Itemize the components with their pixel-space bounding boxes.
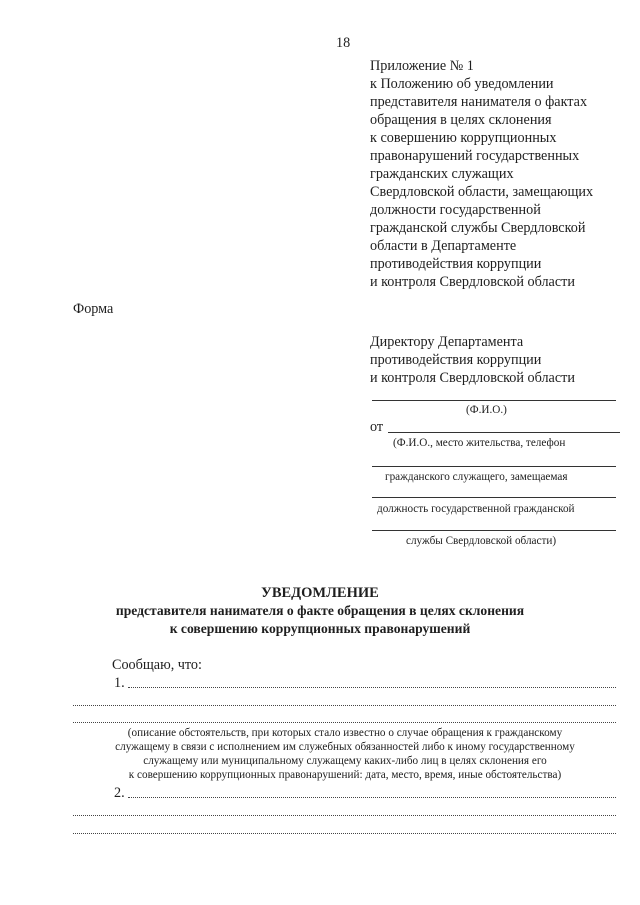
item-number: 2. — [114, 785, 125, 801]
item1-line[interactable] — [128, 687, 616, 688]
appendix-line: Свердловской области, замещающих — [370, 184, 594, 200]
from-label: от — [370, 419, 384, 435]
intro-text: Сообщаю, что: — [112, 657, 202, 673]
item1-line[interactable] — [73, 722, 616, 723]
appendix-line: и контроля Свердловской области — [370, 274, 575, 290]
appendix-line: области в Департаменте — [370, 238, 517, 254]
appendix-line: Приложение № 1 — [370, 58, 474, 74]
fio-caption: (Ф.И.О.) — [466, 404, 507, 416]
appendix-line: обращения в целях склонения — [370, 112, 552, 128]
sender-underline[interactable] — [372, 530, 616, 531]
sender-caption-line: гражданского служащего, замещаемая — [385, 471, 568, 483]
appendix-line: противодействия коррупции — [370, 256, 542, 272]
appendix-line: к Положению об уведомлении — [370, 76, 554, 92]
description-line: служащему в связи с исполнением им служебных обязанностей либо к иному государственному — [115, 741, 575, 753]
appendix-line: представителя нанимателя о фактах — [370, 94, 588, 110]
addressee-line: Директору Департамента — [370, 334, 524, 350]
sender-underline[interactable] — [372, 497, 616, 498]
page-number: 18 — [336, 35, 351, 51]
notice-subtitle: представителя нанимателя о факте обращения в целях склонения — [115, 603, 525, 618]
description-line: к совершению коррупционных правонарушений: дата, место, время, иные обстоятельства) — [128, 769, 562, 781]
sender-caption-line: (Ф.И.О., место жительства, телефон — [393, 437, 566, 449]
sender-caption-line: должность государственной гражданской — [377, 503, 575, 515]
sender-caption-line: службы Свердловской области) — [406, 535, 557, 547]
item2-line[interactable] — [128, 797, 616, 798]
item-number: 1. — [114, 675, 125, 691]
notice-title: УВЕДОМЛЕНИЕ — [261, 585, 379, 601]
description-line: (описание обстоятельств, при которых стало известно о случае обращения к гражданскому — [127, 727, 563, 739]
description-line: служащему или муниципальному служащему каких-либо лиц в целях склонения его — [143, 755, 547, 767]
appendix-line: к совершению коррупционных — [370, 130, 557, 146]
fio-underline[interactable] — [372, 400, 616, 401]
appendix-line: должности государственной — [370, 202, 541, 218]
sender-underline[interactable] — [372, 466, 616, 467]
appendix-line: правонарушений государственных — [370, 148, 580, 164]
from-underline[interactable] — [388, 432, 620, 433]
item1-line[interactable] — [73, 705, 616, 706]
addressee-line: и контроля Свердловской области — [370, 370, 575, 386]
addressee-line: противодействия коррупции — [370, 352, 542, 368]
item2-line[interactable] — [73, 815, 616, 816]
appendix-line: гражданской службы Свердловской — [370, 220, 586, 236]
form-label: Форма — [73, 301, 114, 317]
notice-subtitle: к совершению коррупционных правонарушений — [169, 621, 471, 636]
item2-line[interactable] — [73, 833, 616, 834]
appendix-line: гражданских служащих — [370, 166, 514, 182]
